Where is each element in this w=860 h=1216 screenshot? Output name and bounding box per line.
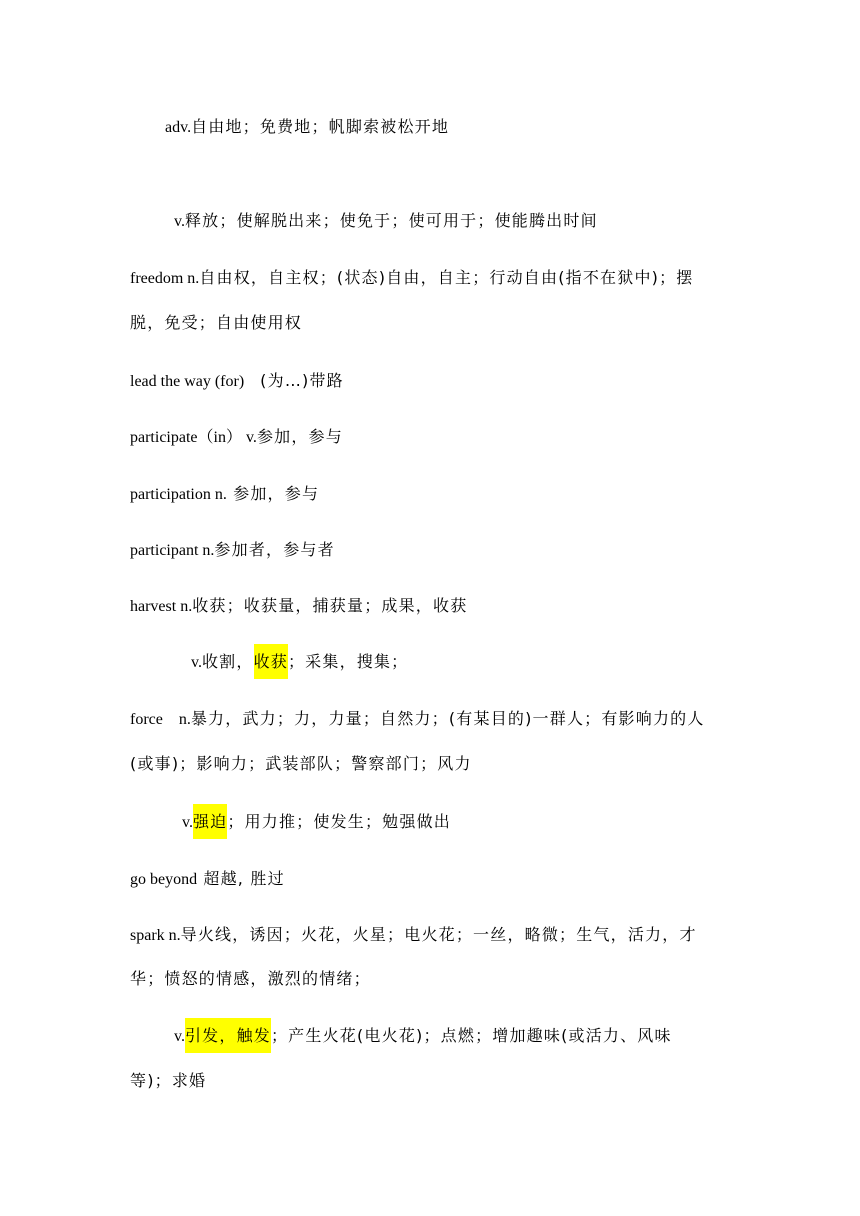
entry-lead-the-way <box>130 369 344 394</box>
pos-label: adv. <box>165 119 192 136</box>
definition: 导火线，诱因；火花，火星；电火花；一丝，略微；生气，活力，才 <box>180 925 697 944</box>
entry-freedom-cont <box>130 311 302 335</box>
definition: 自由地；免费地；帆脚索被松开地 <box>191 117 450 136</box>
entry-spark-v <box>174 1024 672 1049</box>
headword: participant n. <box>130 542 215 559</box>
definition: 收获；收获量，捕获量；成果，收获 <box>192 596 468 615</box>
entry-spark <box>130 923 697 948</box>
entry-free-v <box>174 209 598 234</box>
definition: 收割， <box>201 652 254 671</box>
definition: 参加，参与 <box>226 484 320 503</box>
pos-label: v. <box>182 814 193 831</box>
entry-freedom <box>130 266 693 291</box>
definition: 自由权，自主权；(状态)自由，自主；行动自由(指不在狱中)；摆 <box>199 268 694 287</box>
definition: ；用力推；使发生；勉强做出 <box>227 812 451 831</box>
entry-spark-v-cont <box>130 1069 206 1093</box>
definition: ；产生火花(电火花)；点燃；增加趣味(或活力、风味 <box>270 1026 672 1045</box>
headword: go beyond <box>130 871 198 888</box>
headword: lead the way (for) <box>130 373 245 390</box>
entry-force <box>130 707 705 732</box>
definition-continued: 等)；求婚 <box>130 1071 207 1090</box>
definition: (为…)带路 <box>260 371 344 390</box>
definition-continued: 华；愤怒的情感，激烈的情绪； <box>130 969 371 988</box>
highlighted-term: 强迫 <box>193 804 227 839</box>
entry-force-v <box>182 810 451 835</box>
entry-spark-cont <box>130 967 371 991</box>
highlighted-term: 引发，触发 <box>185 1018 271 1053</box>
headword: spark n. <box>130 927 181 944</box>
definition: 暴力，武力；力，力量；自然力；(有某目的)一群人；有影响力的人 <box>190 709 705 728</box>
headword: harvest n. <box>130 598 193 615</box>
headword: freedom n. <box>130 270 200 287</box>
definition-continued: 脱，免受；自由使用权 <box>130 313 303 332</box>
entry-harvest-v <box>191 650 408 675</box>
highlighted-term: 收获 <box>254 644 288 679</box>
entry-participant <box>130 538 335 563</box>
definition: 超越, 胜过 <box>197 869 285 888</box>
headword: participation n. <box>130 486 227 503</box>
pos-label: v. <box>174 1028 185 1045</box>
definition: ；采集，搜集； <box>287 652 409 671</box>
definition: 参加，参与 <box>256 427 343 446</box>
entry-force-cont <box>130 752 472 776</box>
definition: 释放；使解脱出来；使免于；使可用于；使能腾出时间 <box>184 211 598 230</box>
definition: 参加者，参与者 <box>214 540 335 559</box>
headword: participate（in） v. <box>130 429 257 446</box>
entry-participation <box>130 482 319 507</box>
pos-label: v. <box>191 654 202 671</box>
entry-free-adv <box>165 115 449 140</box>
pos-label: v. <box>174 213 185 230</box>
headword: force n. <box>130 711 191 728</box>
entry-participate <box>130 425 343 450</box>
entry-harvest <box>130 594 467 619</box>
definition-continued: (或事)；影响力；武装部队；警察部门；风力 <box>130 754 472 773</box>
entry-go-beyond <box>130 867 285 892</box>
